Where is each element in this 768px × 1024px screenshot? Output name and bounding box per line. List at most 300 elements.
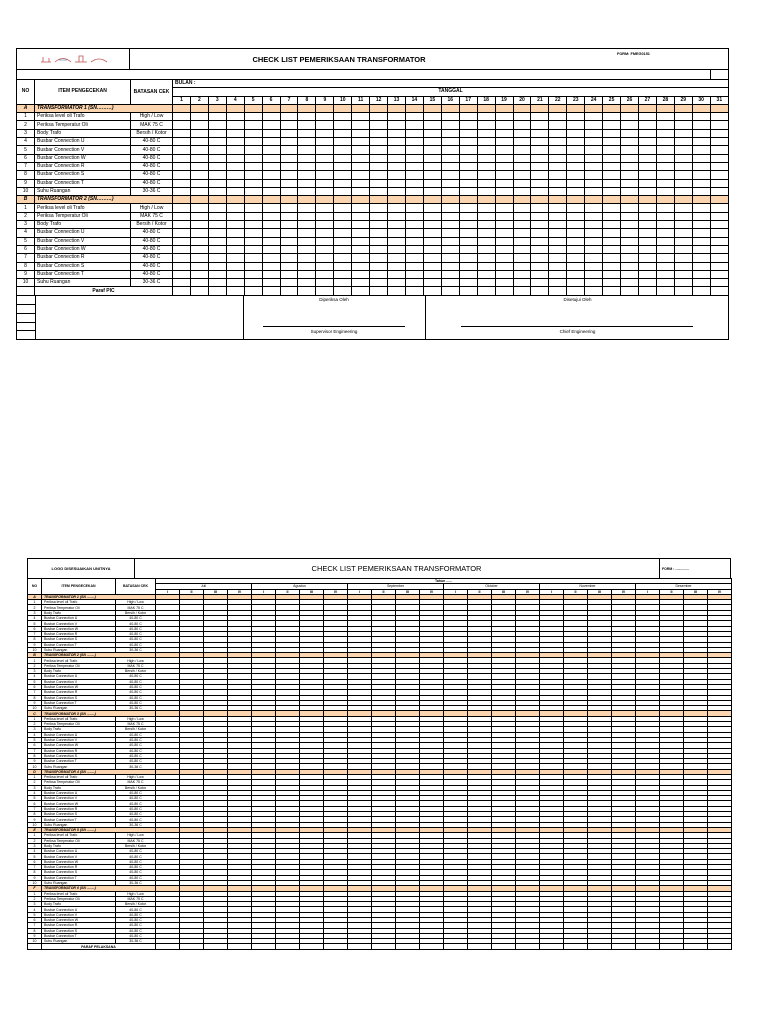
check-cell[interactable]	[208, 245, 226, 253]
check-cell[interactable]	[495, 237, 513, 245]
check-cell[interactable]	[441, 229, 459, 237]
check-cell[interactable]	[710, 113, 728, 121]
check-cell[interactable]	[513, 121, 531, 129]
check-cell[interactable]	[603, 204, 621, 212]
check-cell[interactable]	[370, 162, 388, 170]
check-cell[interactable]	[477, 254, 495, 262]
check-cell[interactable]	[226, 212, 244, 220]
check-cell[interactable]	[549, 113, 567, 121]
check-cell[interactable]	[674, 146, 692, 154]
check-cell[interactable]	[334, 179, 352, 187]
paraf-cell[interactable]	[531, 287, 549, 295]
check-cell[interactable]	[459, 221, 477, 229]
check-cell[interactable]	[334, 171, 352, 179]
check-cell[interactable]	[370, 113, 388, 121]
check-cell[interactable]	[656, 221, 674, 229]
check-cell[interactable]	[459, 138, 477, 146]
check-cell[interactable]	[173, 146, 191, 154]
paraf-cell[interactable]	[372, 944, 396, 949]
check-cell[interactable]	[352, 262, 370, 270]
check-cell[interactable]	[549, 121, 567, 129]
check-cell[interactable]	[495, 162, 513, 170]
check-cell[interactable]	[495, 129, 513, 137]
check-cell[interactable]	[710, 245, 728, 253]
check-cell[interactable]	[638, 254, 656, 262]
check-cell[interactable]	[621, 254, 639, 262]
check-cell[interactable]	[567, 204, 585, 212]
check-cell[interactable]	[190, 262, 208, 270]
check-cell[interactable]	[173, 179, 191, 187]
paraf-cell[interactable]	[276, 944, 300, 949]
check-cell[interactable]	[298, 262, 316, 270]
check-cell[interactable]	[638, 138, 656, 146]
check-cell[interactable]	[316, 113, 334, 121]
check-cell[interactable]	[208, 254, 226, 262]
check-cell[interactable]	[674, 245, 692, 253]
check-cell[interactable]	[549, 204, 567, 212]
check-cell[interactable]	[692, 179, 710, 187]
check-cell[interactable]	[370, 121, 388, 129]
check-cell[interactable]	[208, 121, 226, 129]
check-cell[interactable]	[262, 121, 280, 129]
check-cell[interactable]	[388, 179, 406, 187]
check-cell[interactable]	[280, 154, 298, 162]
check-cell[interactable]	[585, 262, 603, 270]
check-cell[interactable]	[190, 254, 208, 262]
paraf-cell[interactable]	[252, 944, 276, 949]
check-cell[interactable]	[531, 121, 549, 129]
check-cell[interactable]	[190, 270, 208, 278]
check-cell[interactable]	[298, 179, 316, 187]
check-cell[interactable]	[316, 254, 334, 262]
check-cell[interactable]	[280, 237, 298, 245]
check-cell[interactable]	[388, 254, 406, 262]
check-cell[interactable]	[262, 237, 280, 245]
check-cell[interactable]	[280, 229, 298, 237]
check-cell[interactable]	[621, 245, 639, 253]
check-cell[interactable]	[567, 245, 585, 253]
check-cell[interactable]	[280, 138, 298, 146]
check-cell[interactable]	[441, 187, 459, 195]
check-cell[interactable]	[334, 229, 352, 237]
check-cell[interactable]	[352, 129, 370, 137]
check-cell[interactable]	[567, 121, 585, 129]
paraf-cell[interactable]	[316, 287, 334, 295]
check-cell[interactable]	[531, 129, 549, 137]
check-cell[interactable]	[459, 179, 477, 187]
paraf-cell[interactable]	[420, 944, 444, 949]
check-cell[interactable]	[513, 212, 531, 220]
check-cell[interactable]	[710, 121, 728, 129]
check-cell[interactable]	[603, 129, 621, 137]
check-cell[interactable]	[567, 212, 585, 220]
check-cell[interactable]	[388, 279, 406, 287]
check-cell[interactable]	[190, 179, 208, 187]
check-cell[interactable]	[674, 237, 692, 245]
check-cell[interactable]	[495, 121, 513, 129]
check-cell[interactable]	[585, 138, 603, 146]
check-cell[interactable]	[226, 229, 244, 237]
paraf-cell[interactable]	[492, 944, 516, 949]
check-cell[interactable]	[549, 179, 567, 187]
paraf-cell[interactable]	[708, 944, 732, 949]
check-cell[interactable]	[656, 162, 674, 170]
check-cell[interactable]	[441, 204, 459, 212]
check-cell[interactable]	[423, 162, 441, 170]
paraf-cell[interactable]	[298, 287, 316, 295]
check-cell[interactable]	[208, 279, 226, 287]
check-cell[interactable]	[388, 162, 406, 170]
check-cell[interactable]	[173, 237, 191, 245]
check-cell[interactable]	[459, 229, 477, 237]
check-cell[interactable]	[549, 154, 567, 162]
check-cell[interactable]	[370, 179, 388, 187]
paraf-cell[interactable]	[585, 287, 603, 295]
check-cell[interactable]	[621, 237, 639, 245]
paraf-cell[interactable]	[656, 287, 674, 295]
check-cell[interactable]	[298, 212, 316, 220]
check-cell[interactable]	[388, 121, 406, 129]
check-cell[interactable]	[352, 245, 370, 253]
check-cell[interactable]	[656, 121, 674, 129]
check-cell[interactable]	[513, 146, 531, 154]
check-cell[interactable]	[513, 204, 531, 212]
check-cell[interactable]	[190, 121, 208, 129]
check-cell[interactable]	[638, 221, 656, 229]
check-cell[interactable]	[352, 138, 370, 146]
paraf-cell[interactable]	[396, 944, 420, 949]
check-cell[interactable]	[603, 179, 621, 187]
check-cell[interactable]	[495, 154, 513, 162]
check-cell[interactable]	[173, 121, 191, 129]
check-cell[interactable]	[477, 113, 495, 121]
check-cell[interactable]	[567, 279, 585, 287]
check-cell[interactable]	[567, 154, 585, 162]
check-cell[interactable]	[656, 204, 674, 212]
check-cell[interactable]	[674, 187, 692, 195]
check-cell[interactable]	[585, 237, 603, 245]
check-cell[interactable]	[477, 221, 495, 229]
check-cell[interactable]	[531, 254, 549, 262]
check-cell[interactable]	[656, 254, 674, 262]
paraf-cell[interactable]	[244, 287, 262, 295]
check-cell[interactable]	[638, 262, 656, 270]
check-cell[interactable]	[459, 204, 477, 212]
check-cell[interactable]	[674, 138, 692, 146]
check-cell[interactable]	[531, 187, 549, 195]
check-cell[interactable]	[280, 162, 298, 170]
check-cell[interactable]	[316, 162, 334, 170]
check-cell[interactable]	[173, 270, 191, 278]
check-cell[interactable]	[370, 254, 388, 262]
check-cell[interactable]	[173, 279, 191, 287]
check-cell[interactable]	[370, 221, 388, 229]
check-cell[interactable]	[208, 229, 226, 237]
paraf-cell[interactable]	[495, 287, 513, 295]
check-cell[interactable]	[477, 262, 495, 270]
check-cell[interactable]	[674, 221, 692, 229]
check-cell[interactable]	[388, 212, 406, 220]
check-cell[interactable]	[710, 262, 728, 270]
check-cell[interactable]	[674, 270, 692, 278]
check-cell[interactable]	[477, 146, 495, 154]
check-cell[interactable]	[423, 187, 441, 195]
check-cell[interactable]	[477, 162, 495, 170]
check-cell[interactable]	[352, 237, 370, 245]
check-cell[interactable]	[692, 138, 710, 146]
check-cell[interactable]	[621, 204, 639, 212]
check-cell[interactable]	[370, 146, 388, 154]
check-cell[interactable]	[513, 171, 531, 179]
check-cell[interactable]	[208, 262, 226, 270]
check-cell[interactable]	[656, 113, 674, 121]
check-cell[interactable]	[405, 254, 423, 262]
check-cell[interactable]	[316, 245, 334, 253]
check-cell[interactable]	[208, 221, 226, 229]
paraf-cell[interactable]	[549, 287, 567, 295]
check-cell[interactable]	[190, 138, 208, 146]
check-cell[interactable]	[262, 113, 280, 121]
check-cell[interactable]	[316, 154, 334, 162]
check-cell[interactable]	[370, 187, 388, 195]
paraf-cell[interactable]	[684, 944, 708, 949]
check-cell[interactable]	[262, 146, 280, 154]
check-cell[interactable]	[495, 270, 513, 278]
check-cell[interactable]	[710, 171, 728, 179]
check-cell[interactable]	[638, 179, 656, 187]
check-cell[interactable]	[656, 146, 674, 154]
check-cell[interactable]	[638, 154, 656, 162]
check-cell[interactable]	[208, 154, 226, 162]
check-cell[interactable]	[334, 154, 352, 162]
check-cell[interactable]	[674, 154, 692, 162]
check-cell[interactable]	[226, 254, 244, 262]
check-cell[interactable]	[710, 254, 728, 262]
check-cell[interactable]	[674, 254, 692, 262]
check-cell[interactable]	[334, 245, 352, 253]
check-cell[interactable]	[656, 187, 674, 195]
check-cell[interactable]	[190, 237, 208, 245]
check-cell[interactable]	[531, 212, 549, 220]
check-cell[interactable]	[549, 254, 567, 262]
paraf-cell[interactable]	[567, 287, 585, 295]
check-cell[interactable]	[226, 237, 244, 245]
check-cell[interactable]	[585, 113, 603, 121]
check-cell[interactable]	[513, 262, 531, 270]
check-cell[interactable]	[495, 187, 513, 195]
paraf-cell[interactable]	[612, 944, 636, 949]
check-cell[interactable]	[208, 129, 226, 137]
check-cell[interactable]	[441, 138, 459, 146]
check-cell[interactable]	[531, 138, 549, 146]
check-cell[interactable]	[656, 154, 674, 162]
check-cell[interactable]	[621, 113, 639, 121]
check-cell[interactable]	[244, 229, 262, 237]
check-cell[interactable]	[495, 254, 513, 262]
check-cell[interactable]	[226, 204, 244, 212]
check-cell[interactable]	[208, 171, 226, 179]
check-cell[interactable]	[298, 204, 316, 212]
check-cell[interactable]	[603, 262, 621, 270]
check-cell[interactable]	[244, 204, 262, 212]
check-cell[interactable]	[710, 229, 728, 237]
check-cell[interactable]	[621, 179, 639, 187]
check-cell[interactable]	[585, 187, 603, 195]
check-cell[interactable]	[656, 237, 674, 245]
check-cell[interactable]	[405, 129, 423, 137]
check-cell[interactable]	[621, 154, 639, 162]
check-cell[interactable]	[477, 237, 495, 245]
check-cell[interactable]	[316, 279, 334, 287]
paraf-cell[interactable]	[441, 287, 459, 295]
check-cell[interactable]	[603, 279, 621, 287]
check-cell[interactable]	[405, 138, 423, 146]
check-cell[interactable]	[603, 229, 621, 237]
check-cell[interactable]	[692, 187, 710, 195]
check-cell[interactable]	[262, 254, 280, 262]
check-cell[interactable]	[316, 138, 334, 146]
check-cell[interactable]	[388, 221, 406, 229]
check-cell[interactable]	[441, 212, 459, 220]
check-cell[interactable]	[621, 229, 639, 237]
check-cell[interactable]	[495, 221, 513, 229]
check-cell[interactable]	[567, 270, 585, 278]
check-cell[interactable]	[513, 254, 531, 262]
check-cell[interactable]	[190, 187, 208, 195]
check-cell[interactable]	[334, 254, 352, 262]
check-cell[interactable]	[208, 162, 226, 170]
check-cell[interactable]	[441, 129, 459, 137]
check-cell[interactable]	[585, 154, 603, 162]
paraf-cell[interactable]	[334, 287, 352, 295]
check-cell[interactable]	[531, 162, 549, 170]
check-cell[interactable]	[549, 245, 567, 253]
check-cell[interactable]	[334, 237, 352, 245]
check-cell[interactable]	[692, 221, 710, 229]
check-cell[interactable]	[710, 187, 728, 195]
check-cell[interactable]	[352, 229, 370, 237]
paraf-cell[interactable]	[300, 944, 324, 949]
check-cell[interactable]	[405, 121, 423, 129]
check-cell[interactable]	[226, 187, 244, 195]
check-cell[interactable]	[495, 179, 513, 187]
check-cell[interactable]	[388, 229, 406, 237]
check-cell[interactable]	[567, 221, 585, 229]
check-cell[interactable]	[621, 212, 639, 220]
check-cell[interactable]	[405, 245, 423, 253]
check-cell[interactable]	[244, 146, 262, 154]
check-cell[interactable]	[244, 129, 262, 137]
check-cell[interactable]	[477, 279, 495, 287]
check-cell[interactable]	[226, 179, 244, 187]
check-cell[interactable]	[674, 262, 692, 270]
check-cell[interactable]	[316, 270, 334, 278]
paraf-cell[interactable]	[226, 287, 244, 295]
check-cell[interactable]	[603, 171, 621, 179]
check-cell[interactable]	[190, 113, 208, 121]
check-cell[interactable]	[388, 270, 406, 278]
check-cell[interactable]	[495, 204, 513, 212]
check-cell[interactable]	[531, 179, 549, 187]
check-cell[interactable]	[477, 204, 495, 212]
check-cell[interactable]	[208, 204, 226, 212]
check-cell[interactable]	[244, 171, 262, 179]
check-cell[interactable]	[710, 212, 728, 220]
check-cell[interactable]	[423, 171, 441, 179]
check-cell[interactable]	[334, 221, 352, 229]
check-cell[interactable]	[585, 245, 603, 253]
check-cell[interactable]	[298, 221, 316, 229]
check-cell[interactable]	[405, 229, 423, 237]
check-cell[interactable]	[692, 245, 710, 253]
check-cell[interactable]	[477, 129, 495, 137]
check-cell[interactable]	[585, 146, 603, 154]
check-cell[interactable]	[226, 113, 244, 121]
check-cell[interactable]	[674, 162, 692, 170]
check-cell[interactable]	[280, 204, 298, 212]
check-cell[interactable]	[226, 138, 244, 146]
check-cell[interactable]	[173, 113, 191, 121]
check-cell[interactable]	[621, 162, 639, 170]
check-cell[interactable]	[477, 154, 495, 162]
check-cell[interactable]	[459, 187, 477, 195]
paraf-cell[interactable]	[370, 287, 388, 295]
check-cell[interactable]	[692, 254, 710, 262]
check-cell[interactable]	[352, 204, 370, 212]
check-cell[interactable]	[549, 237, 567, 245]
check-cell[interactable]	[585, 204, 603, 212]
check-cell[interactable]	[173, 245, 191, 253]
check-cell[interactable]	[477, 121, 495, 129]
check-cell[interactable]	[621, 138, 639, 146]
paraf-cell[interactable]	[208, 287, 226, 295]
check-cell[interactable]	[244, 162, 262, 170]
check-cell[interactable]	[244, 245, 262, 253]
paraf-cell[interactable]	[190, 287, 208, 295]
paraf-cell[interactable]	[280, 287, 298, 295]
check-cell[interactable]	[316, 212, 334, 220]
check-cell[interactable]	[173, 254, 191, 262]
check-cell[interactable]	[621, 121, 639, 129]
paraf-cell[interactable]	[660, 944, 684, 949]
check-cell[interactable]	[405, 212, 423, 220]
check-cell[interactable]	[262, 187, 280, 195]
check-cell[interactable]	[603, 221, 621, 229]
check-cell[interactable]	[244, 262, 262, 270]
check-cell[interactable]	[531, 171, 549, 179]
check-cell[interactable]	[621, 279, 639, 287]
check-cell[interactable]	[477, 212, 495, 220]
check-cell[interactable]	[603, 237, 621, 245]
check-cell[interactable]	[298, 254, 316, 262]
check-cell[interactable]	[352, 121, 370, 129]
check-cell[interactable]	[459, 146, 477, 154]
check-cell[interactable]	[549, 212, 567, 220]
check-cell[interactable]	[513, 237, 531, 245]
check-cell[interactable]	[656, 229, 674, 237]
check-cell[interactable]	[674, 121, 692, 129]
check-cell[interactable]	[370, 229, 388, 237]
check-cell[interactable]	[495, 171, 513, 179]
check-cell[interactable]	[656, 270, 674, 278]
paraf-cell[interactable]	[324, 944, 348, 949]
paraf-cell[interactable]	[444, 944, 468, 949]
check-cell[interactable]	[549, 162, 567, 170]
check-cell[interactable]	[173, 204, 191, 212]
check-cell[interactable]	[388, 204, 406, 212]
check-cell[interactable]	[549, 229, 567, 237]
check-cell[interactable]	[567, 162, 585, 170]
